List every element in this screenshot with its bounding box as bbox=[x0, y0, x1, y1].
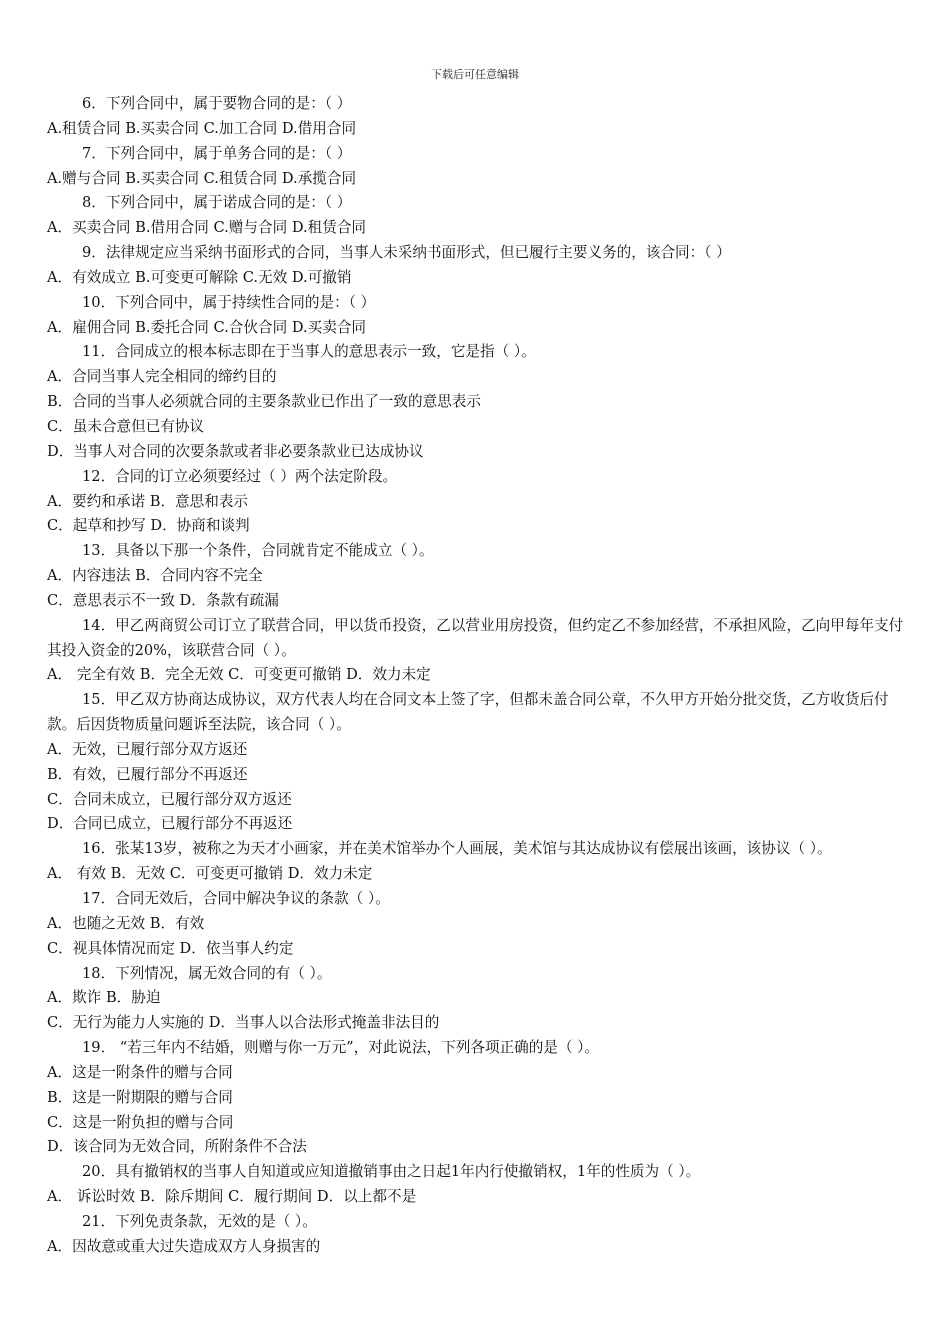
answer-options-line: A.租赁合同 B.买卖合同 C.加工合同 D.借用合同 bbox=[47, 119, 357, 137]
answer-options-line: C．起草和抄写 D．协商和谈判 bbox=[47, 517, 250, 535]
answer-options-line: C．无行为能力人实施的 D．当事人以合法形式掩盖非法目的 bbox=[47, 1014, 440, 1032]
question-line: 6．下列合同中，属于要物合同的是：（ ） bbox=[82, 95, 352, 112]
answer-options-line: D．该合同为无效合同，所附条件不合法 bbox=[47, 1138, 307, 1156]
answer-options-line: C．这是一附负担的赠与合同 bbox=[47, 1113, 234, 1131]
question-paragraph: 16．张某13岁，被称之为天才小画家，并在美术馆举办个人画展，美术馆与其达成协议有偿展出该画，该协议（ ）。 bbox=[82, 840, 832, 858]
question-line: 21．下列免责条款，无效的是（ ）。 bbox=[82, 1212, 317, 1230]
answer-options-line: B．这是一附期限的赠与合同 bbox=[47, 1088, 233, 1106]
answer-options-line: A．也随之无效 B．有效 bbox=[47, 914, 205, 932]
question-line: 17．合同无效后，合同中解决争议的条款（ ）。 bbox=[82, 890, 390, 907]
answer-options-line: A．合同当事人完全相同的缔约目的 bbox=[47, 368, 277, 386]
answer-options-line: A．雇佣合同 B.委托合同 C.合伙合同 D.买卖合同 bbox=[47, 318, 367, 336]
answer-options-line: A． 有效 B．无效 C．可变更可撤销 D．效力未定 bbox=[47, 865, 373, 883]
question-paragraph: 14．甲乙两商贸公司订立了联营合同，甲以货币投资，乙以营业用房投资，但约定乙不参加经营，不承担风险，乙向甲每年支付其投入资金的20%，该联营合同（ ）。 bbox=[47, 616, 904, 659]
answer-options-line: C．合同未成立，已履行部分双方返还 bbox=[47, 790, 292, 808]
answer-options-line: B．有效，已履行部分不再返还 bbox=[47, 765, 248, 783]
answer-options-line: A． 完全有效 B．完全无效 C．可变更可撤销 D．效力未定 bbox=[47, 666, 431, 684]
answer-options-line: C．虽未合意但已有协议 bbox=[47, 417, 205, 435]
answer-options-line: A．买卖合同 B.借用合同 C.赠与合同 D.租赁合同 bbox=[47, 219, 367, 237]
document-body bbox=[47, 92, 905, 1260]
question-line: 10．下列合同中，属于持续性合同的是：（ ） bbox=[82, 293, 376, 311]
question-line: 13．具备以下那一个条件，合同就肯定不能成立（ ）。 bbox=[82, 542, 434, 560]
answer-options-line: A．这是一附条件的赠与合同 bbox=[47, 1063, 233, 1081]
answer-options-line: C．视具体情况而定 D．依当事人约定 bbox=[47, 939, 294, 957]
answer-options-line: A．内容违法 B．合同内容不完全 bbox=[47, 567, 263, 585]
question-line: 20．具有撤销权的当事人自知道或应知道撤销事由之日起1年内行使撤销权，1年的性质为（ ）。 bbox=[82, 1163, 701, 1181]
answer-options-line: A．无效，已履行部分双方返还 bbox=[47, 740, 248, 758]
answer-options-line: A．欺诈 B．胁迫 bbox=[47, 989, 161, 1007]
answer-options-line: A． 诉讼时效 B．除斥期间 C．履行期间 D．以上都不是 bbox=[47, 1188, 417, 1206]
answer-options-line: A．要约和承诺 B．意思和表示 bbox=[47, 492, 249, 510]
answer-options-line: D．当事人对合同的次要条款或者非必要条款业已达成协议 bbox=[47, 442, 424, 460]
question-line: 8．下列合同中，属于诺成合同的是：（ ） bbox=[82, 194, 352, 212]
page-header: 下载后可任意编辑 bbox=[431, 68, 519, 81]
answer-options-line: A.赠与合同 B.买卖合同 C.租赁合同 D.承揽合同 bbox=[47, 169, 357, 187]
answer-options-line: C．意思表示不一致 D．条款有疏漏 bbox=[47, 591, 279, 609]
question-line: 9．法律规定应当采纳书面形式的合同，当事人未采纳书面形式，但已履行主要义务的，该合同：（ ） bbox=[82, 244, 731, 262]
answer-options-line: A．有效成立 B.可变更可解除 C.无效 D.可撤销 bbox=[47, 268, 352, 286]
question-line: 7．下列合同中，属于单务合同的是：（ ） bbox=[82, 144, 352, 162]
question-line: 19． “若三年内不结婚，则赠与你一万元”，对此说法，下列各项正确的是（ ）。 bbox=[82, 1039, 600, 1057]
question-line: 18．下列情况，属无效合同的有（ ）。 bbox=[82, 964, 332, 982]
question-paragraph: 15．甲乙双方协商达成协议，双方代表人均在合同文本上签了字，但都未盖合同公章，不久甲方开始分批交货，乙方收货后付款。后因货物质量问题诉至法院，该合同（ ）。 bbox=[47, 691, 889, 734]
question-line: 11．合同成立的根本标志即在于当事人的意思表示一致，它是指（ ）。 bbox=[82, 343, 536, 361]
answer-options-line: B．合同的当事人必须就合同的主要条款业已作出了一致的意思表示 bbox=[47, 393, 481, 411]
answer-options-line: A．因故意或重大过失造成双方人身损害的 bbox=[47, 1237, 321, 1255]
answer-options-line: D．合同已成立，已履行部分不再返还 bbox=[47, 815, 293, 833]
question-line: 12．合同的订立必须要经过（ ）两个法定阶段。 bbox=[82, 467, 398, 485]
